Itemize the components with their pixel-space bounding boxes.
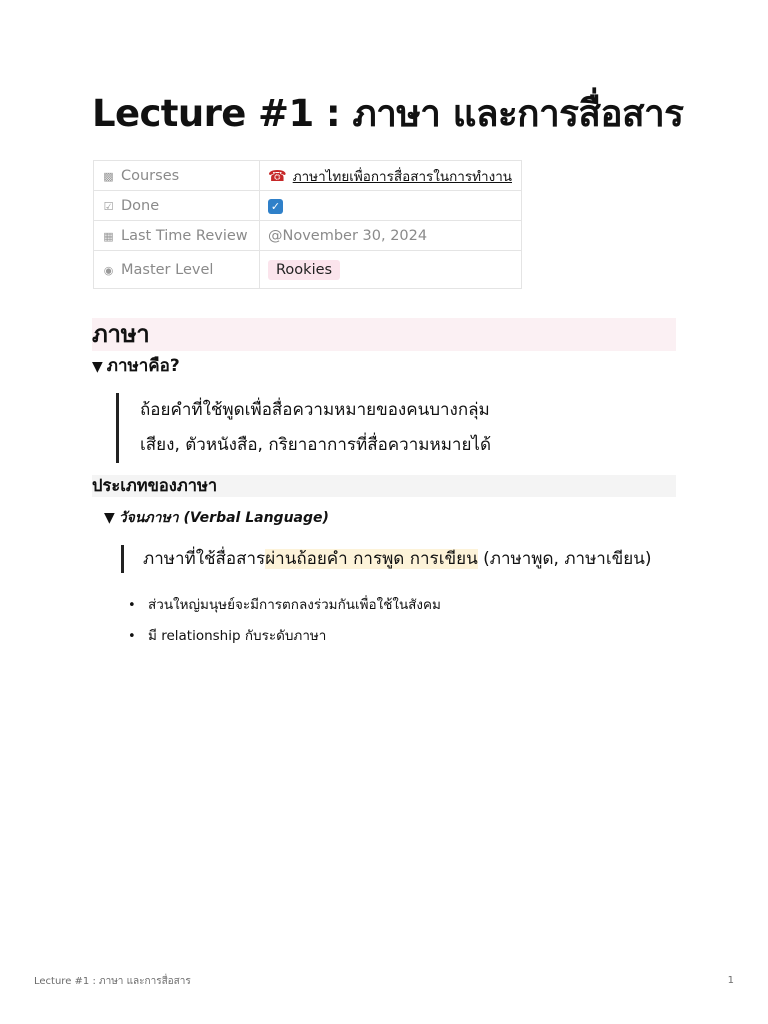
property-label-done: Done [121,197,160,214]
property-value-courses[interactable] [260,161,522,191]
select-icon: ◉ [103,263,114,277]
property-row-done [94,191,522,221]
highlighted-text: ผ่านถ้อยคำ การพูด การเขียน [265,549,478,569]
toggle-verbal-language[interactable] [104,507,329,529]
list-item: • มี relationship กับระดับภาษา [128,621,441,652]
property-row-master-level [94,251,522,289]
heading-section-1: ภาษา [92,318,676,351]
property-row-last-review [94,221,522,251]
properties-table [93,160,522,289]
property-key-master-level [94,251,260,289]
property-value-master-level[interactable] [260,251,522,289]
toggle-label: ภาษาคือ? [106,356,180,376]
property-label-master-level: Master Level [121,261,214,278]
toggle-triangle-icon[interactable]: ▼ [92,359,103,375]
master-level-tag[interactable]: Rookies [268,260,340,280]
property-key-last-review [94,221,260,251]
heading-section-2: ประเภทของภาษา [92,475,676,497]
property-row-courses [94,161,522,191]
quote-line: ถ้อยคำที่ใช้พูดเพื่อสื่อความหมายของคนบางกลุ่ม [140,400,490,420]
toggle-label: วัจนภาษา (Verbal Language) [118,510,329,526]
quote-text: ภาษาที่ใช้สื่อสาร [143,549,266,569]
property-key-courses [94,161,260,191]
telephone-icon: ☎ [268,166,287,185]
property-label-courses: Courses [121,167,180,184]
page-number: 1 [727,975,734,986]
property-key-done [94,191,260,221]
quote-language-definition [116,393,660,463]
quote-text: (ภาษาพูด, ภาษาเขียน) [477,549,652,569]
done-checkbox[interactable]: ✓ [268,199,283,214]
last-review-date[interactable]: @November 30, 2024 [260,221,522,251]
list-item: • ส่วนใหญ่มนุษย์จะมีการตกลงร่วมกันเพื่อใช้ในสังคม [128,590,441,621]
quote-verbal-definition [121,545,651,573]
bullet-list [128,590,441,652]
property-value-done[interactable] [260,191,522,221]
toggle-triangle-icon[interactable]: ▼ [104,510,115,526]
quote-line: เสียง, ตัวหนังสือ, กริยาอาการที่สื่อความหมายได้ [140,435,491,455]
footer-title: Lecture #1 : ภาษา และการสื่อสาร [34,976,191,987]
page-title: Lecture #1 : ภาษา และการสื่อสาร [92,92,684,135]
toggle-what-is-language[interactable] [92,352,180,379]
property-label-last-review: Last Time Review [121,227,248,244]
course-link[interactable]: ภาษาไทยเพื่อการสื่อสารในการทำงาน [292,168,512,185]
calendar-icon: ▦ [103,229,114,243]
checkbox-icon: ☑ [103,199,114,213]
archive-icon: ▩ [103,169,114,183]
